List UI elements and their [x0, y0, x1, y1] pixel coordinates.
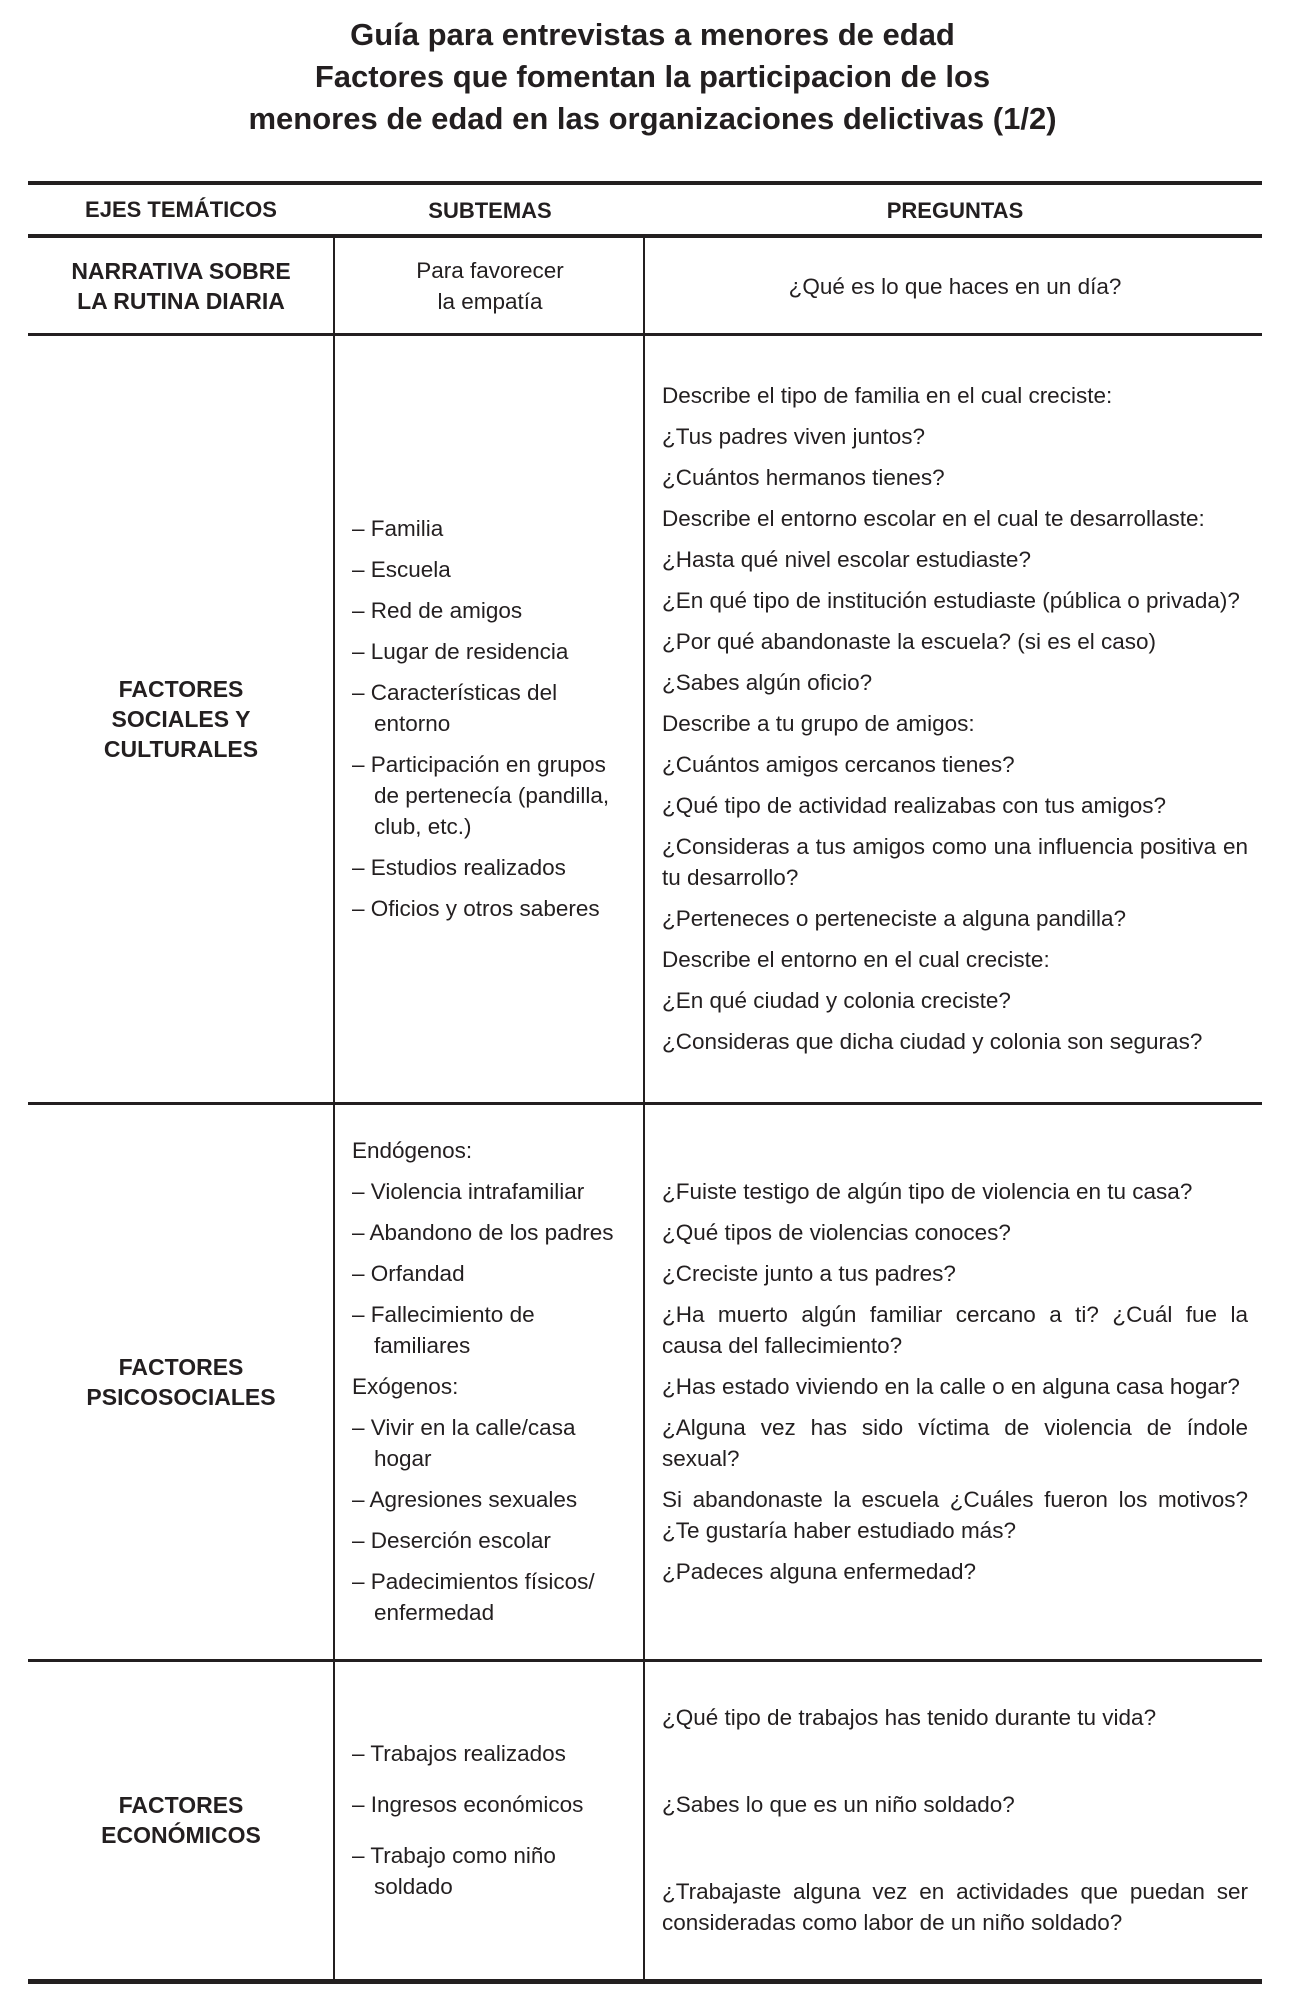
subtema-item: – Vivir en la calle/casa hogar: [352, 1415, 576, 1471]
subtema-item: – Trabajo como niño soldado: [352, 1842, 556, 1899]
subtema-item: – Estudios realizados: [352, 855, 566, 880]
pregunta-item: ¿Perteneces o perteneciste a alguna pandilla?: [662, 906, 1127, 931]
table-bottom-rule: [28, 1979, 1262, 1984]
pregunta-item: ¿Has estado viviendo en la calle o en alguna casa hogar?: [662, 1374, 1240, 1399]
pregunta-item: Describe el tipo de familia en el cual creciste:: [662, 383, 1113, 408]
subtemas-cell: [334, 238, 644, 334]
pregunta-item: ¿Alguna vez has sido víctima de violencia de índole sexual?: [662, 1415, 1248, 1471]
eje-tematico-cell: [28, 1660, 334, 1979]
column-divider: [333, 1103, 335, 1660]
eje-line: SOCIALES Y: [111, 705, 251, 732]
subtemas-cell: [334, 1103, 644, 1660]
title-line-2: Factores que fomentan la participacion de los: [314, 59, 991, 94]
pregunta-item: ¿Creciste junto a tus padres?: [662, 1261, 956, 1286]
pregunta-item: ¿En qué tipo de institución estudiaste (pública o privada)?: [662, 588, 1240, 613]
preguntas-cell: [644, 1660, 1262, 1979]
table-row-economicos: [28, 1660, 1262, 1979]
pregunta-item: ¿Cuántos amigos cercanos tienes?: [662, 752, 1015, 777]
pregunta-item: ¿Qué tipos de violencias conoces?: [662, 1220, 1011, 1245]
subtema-item: – Red de amigos: [352, 598, 523, 623]
eje-tematico-cell: [28, 334, 334, 1103]
eje-tematico-cell: [28, 238, 334, 334]
document-title: [0, 14, 1305, 140]
eje-line: LA RUTINA DIARIA: [77, 288, 285, 314]
pregunta-item: ¿Hasta qué nivel escolar estudiaste?: [662, 547, 1031, 572]
subtema-item: – Abandono de los padres: [352, 1220, 614, 1245]
subtema-item: – Características del entorno: [352, 680, 558, 736]
subtema-item: – Agresiones sexuales: [352, 1487, 578, 1512]
pregunta-item: ¿Cuántos hermanos tienes?: [662, 465, 945, 490]
subtema-item: – Orfandad: [352, 1261, 465, 1286]
subtemas-cell: [334, 334, 644, 1103]
eje-line: NARRATIVA SOBRE: [71, 258, 291, 284]
column-divider: [643, 1660, 645, 1979]
pregunta-item: ¿En qué ciudad y colonia creciste?: [662, 988, 1011, 1013]
eje-line: FACTORES: [118, 675, 244, 702]
eje-tematico-cell: [28, 1103, 334, 1660]
subtema-item: – Oficios y otros saberes: [352, 896, 600, 921]
eje-line: FACTORES: [118, 1353, 244, 1380]
interview-guide-table: [28, 181, 1262, 1986]
subtema-item: – Deserción escolar: [352, 1528, 551, 1553]
pregunta-item: ¿Qué tipo de actividad realizabas con tus amigos?: [662, 793, 1167, 818]
title-line-1: Guía para entrevistas a menores de edad: [350, 17, 955, 52]
header-ejes: EJES TEMÁTICOS: [85, 197, 277, 222]
eje-line: FACTORES: [118, 1791, 244, 1818]
preguntas-cell: [644, 334, 1262, 1103]
subtema-item: – Ingresos económicos: [352, 1791, 584, 1817]
subtema-item: – Escuela: [352, 557, 451, 582]
pregunta-item: ¿Padeces alguna enfermedad?: [662, 1559, 976, 1584]
subtema-item: – Lugar de residencia: [352, 639, 569, 664]
pregunta-item: ¿Por qué abandonaste la escuela? (si es el caso): [662, 629, 1157, 654]
pregunta-item: ¿Qué es lo que haces en un día?: [788, 273, 1122, 299]
pregunta-item: Describe a tu grupo de amigos:: [662, 711, 975, 736]
column-divider: [643, 238, 645, 334]
title-line-3: menores de edad en las organizaciones delictivas (1/2): [248, 101, 1057, 136]
table-row-psicosociales: [28, 1103, 1262, 1660]
eje-line: CULTURALES: [103, 735, 259, 762]
subtema-item: la empatía: [437, 289, 543, 314]
preguntas-cell: [644, 1103, 1262, 1660]
pregunta-item: ¿Sabes lo que es un niño soldado?: [662, 1791, 1015, 1817]
column-divider: [643, 1103, 645, 1660]
pregunta-item: ¿Qué tipo de trabajos has tenido durante tu vida?: [662, 1704, 1157, 1730]
header-preguntas: PREGUNTAS: [886, 197, 1024, 223]
subtema-item: Para favorecer: [416, 258, 564, 283]
pregunta-item: ¿Trabajaste alguna vez en actividades que puedan ser consideradas como labor de un niño soldado?: [662, 1878, 1248, 1935]
subtema-item: Endógenos:: [352, 1138, 473, 1163]
preguntas-cell: [644, 238, 1262, 334]
pregunta-item: ¿Sabes algún oficio?: [662, 670, 873, 695]
eje-line: ECONÓMICOS: [101, 1821, 261, 1848]
subtema-item: – Familia: [352, 516, 444, 541]
subtema-item: Exógenos:: [352, 1374, 459, 1399]
pregunta-item: ¿Ha muerto algún familiar cercano a ti? ¿Cuál fue la causa del fallecimiento?: [662, 1302, 1248, 1358]
subtema-item: – Trabajos realizados: [352, 1740, 566, 1766]
column-divider: [333, 238, 335, 334]
column-divider: [333, 334, 335, 1103]
pregunta-item: Describe el entorno en el cual creciste:: [662, 947, 1050, 972]
pregunta-item: Si abandonaste la escuela ¿Cuáles fueron los motivos? ¿Te gustaría haber estudiado más?: [662, 1487, 1248, 1543]
pregunta-item: ¿Consideras a tus amigos como una influencia positiva en tu desarrollo?: [662, 834, 1248, 890]
column-divider: [333, 1660, 335, 1979]
table-row-rutina-diaria: [28, 238, 1262, 334]
pregunta-item: Describe el entorno escolar en el cual te desarrollaste:: [662, 506, 1205, 531]
eje-line: PSICOSOCIALES: [86, 1383, 276, 1410]
header-subtemas: SUBTEMAS: [428, 197, 552, 223]
pregunta-item: ¿Tus padres viven juntos?: [662, 424, 926, 449]
subtema-item: – Violencia intrafamiliar: [352, 1179, 585, 1204]
column-divider: [643, 334, 645, 1103]
pregunta-item: ¿Fuiste testigo de algún tipo de violencia en tu casa?: [662, 1179, 1193, 1204]
subtema-item: – Fallecimiento de familiares: [352, 1302, 535, 1358]
pregunta-item: ¿Consideras que dicha ciudad y colonia son seguras?: [662, 1029, 1203, 1054]
subtemas-cell: [334, 1660, 644, 1979]
subtema-item: – Participación en grupos de pertenecía (pandilla, club, etc.): [352, 752, 610, 839]
table-header-row: [28, 185, 1262, 235]
subtema-item: – Padecimientos físicos/ enfermedad: [352, 1569, 595, 1625]
table-row-sociales-culturales: [28, 334, 1262, 1103]
